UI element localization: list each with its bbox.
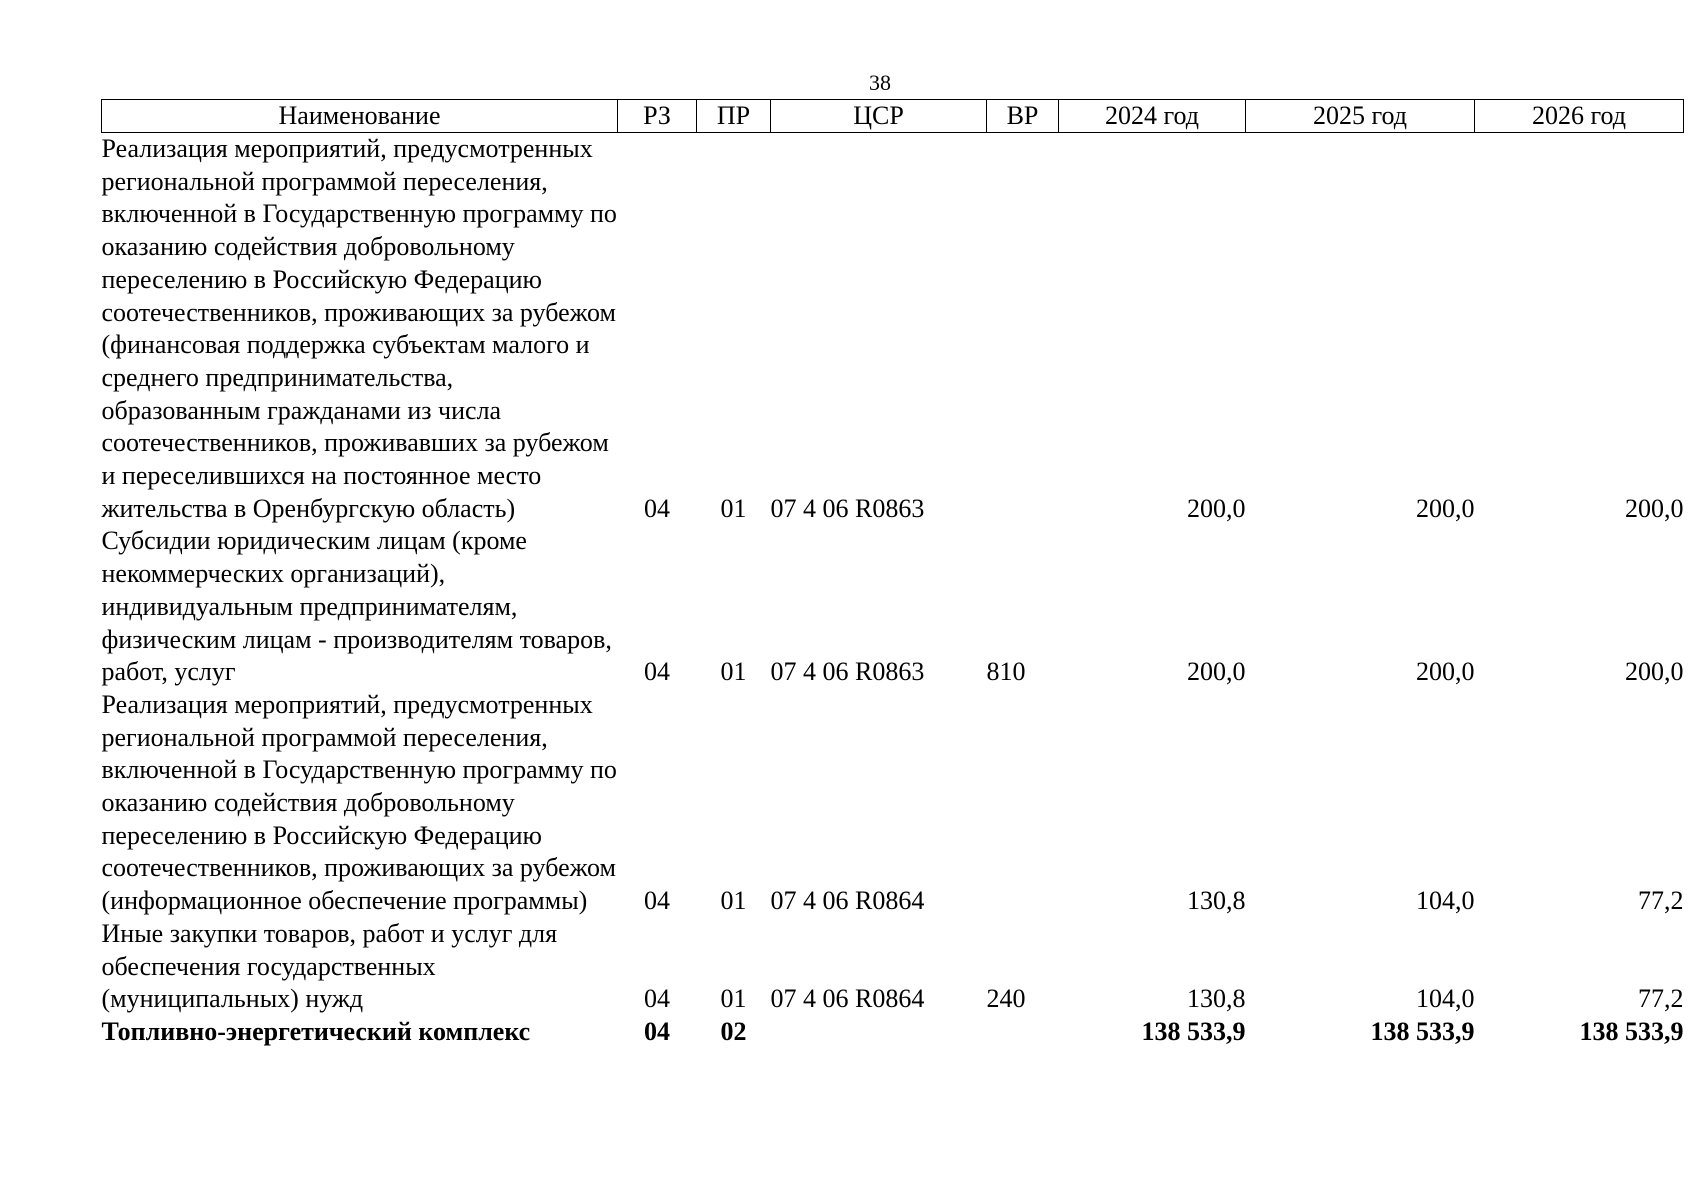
header-csr: ЦСР (771, 100, 987, 133)
row-pr: 01 (720, 657, 747, 687)
table-row (102, 525, 1684, 689)
row-2024: 200,0 (1187, 657, 1246, 687)
row-2026: 138 533,9 (1579, 1016, 1684, 1046)
table-header-row (102, 100, 1684, 133)
row-name: Субсидии юридическим лицам (кроме некоммерческих организаций), индивидуальным предпринимателям, физическим лицам - производителям товаров, работ, услуг (101, 526, 612, 687)
header-2026: 2026 год (1475, 100, 1684, 133)
row-name: Реализация мероприятий, предусмотренных региональной программой переселения, включенной в Государственную программу по оказанию содействия добровольному переселению в Российскую Федерацию соотечественников, проживающих за рубежом (информационное обеспечение программы) (101, 689, 617, 916)
header-name: Наименование (102, 100, 618, 133)
table-row-section-total (102, 1016, 1684, 1049)
row-vr (987, 689, 1059, 918)
row-csr: 07 4 06 R0864 (770, 886, 925, 916)
row-rz: 04 (644, 984, 670, 1014)
header-2025: 2025 год (1246, 100, 1475, 133)
row-rz: 04 (644, 1016, 670, 1046)
row-vr (987, 1016, 1059, 1049)
row-pr: 02 (720, 1016, 747, 1046)
row-pr: 01 (720, 984, 747, 1014)
row-2024: 130,8 (1187, 984, 1246, 1014)
row-2024: 138 533,9 (1141, 1016, 1246, 1046)
row-vr: 240 (986, 984, 1026, 1014)
table-row (102, 918, 1684, 1016)
row-2025: 138 533,9 (1370, 1016, 1475, 1046)
row-rz: 04 (644, 886, 670, 916)
row-csr: 07 4 06 R0864 (770, 984, 925, 1014)
row-2025: 200,0 (1416, 493, 1475, 523)
header-pr: ПР (697, 100, 771, 133)
budget-table (101, 99, 1684, 1049)
page-number: 38 (869, 70, 891, 95)
row-2026: 77,2 (1638, 984, 1684, 1014)
header-2024: 2024 год (1059, 100, 1246, 133)
row-2024: 130,8 (1187, 886, 1246, 916)
row-pr: 01 (720, 886, 747, 916)
table-row (102, 689, 1684, 918)
row-2026: 77,2 (1638, 886, 1684, 916)
table-row (102, 133, 1684, 526)
row-csr (771, 1016, 987, 1049)
row-2026: 200,0 (1625, 657, 1684, 687)
header-vr: ВР (987, 100, 1059, 133)
row-2026: 200,0 (1625, 493, 1684, 523)
row-vr (987, 133, 1059, 526)
row-vr: 810 (986, 657, 1026, 687)
header-rz: РЗ (618, 100, 697, 133)
row-2024: 200,0 (1187, 493, 1246, 523)
row-rz: 04 (644, 657, 670, 687)
row-name: Топливно-энергетический комплекс (101, 1016, 531, 1046)
row-2025: 104,0 (1416, 886, 1475, 916)
row-2025: 200,0 (1416, 657, 1475, 687)
row-pr: 01 (720, 493, 747, 523)
row-name: Реализация мероприятий, предусмотренных региональной программой переселения, включенной в Государственную программу по оказанию содействия добровольному переселению в Российскую Федерацию соотечественников, проживающих за рубежом (финансовая поддержка субъектам малого и среднего предпринимательства, образованным гражданами из числа соотечественников, проживавших за рубежом и переселившихся на постоянное место жительства в Оренбургскую область) (101, 134, 617, 523)
row-csr: 07 4 06 R0863 (770, 493, 925, 523)
row-csr: 07 4 06 R0863 (770, 657, 925, 687)
row-name: Иные закупки товаров, работ и услуг для обеспечения государственных (муниципальных) нужд (101, 918, 558, 1014)
row-2025: 104,0 (1416, 984, 1475, 1014)
row-rz: 04 (644, 493, 670, 523)
